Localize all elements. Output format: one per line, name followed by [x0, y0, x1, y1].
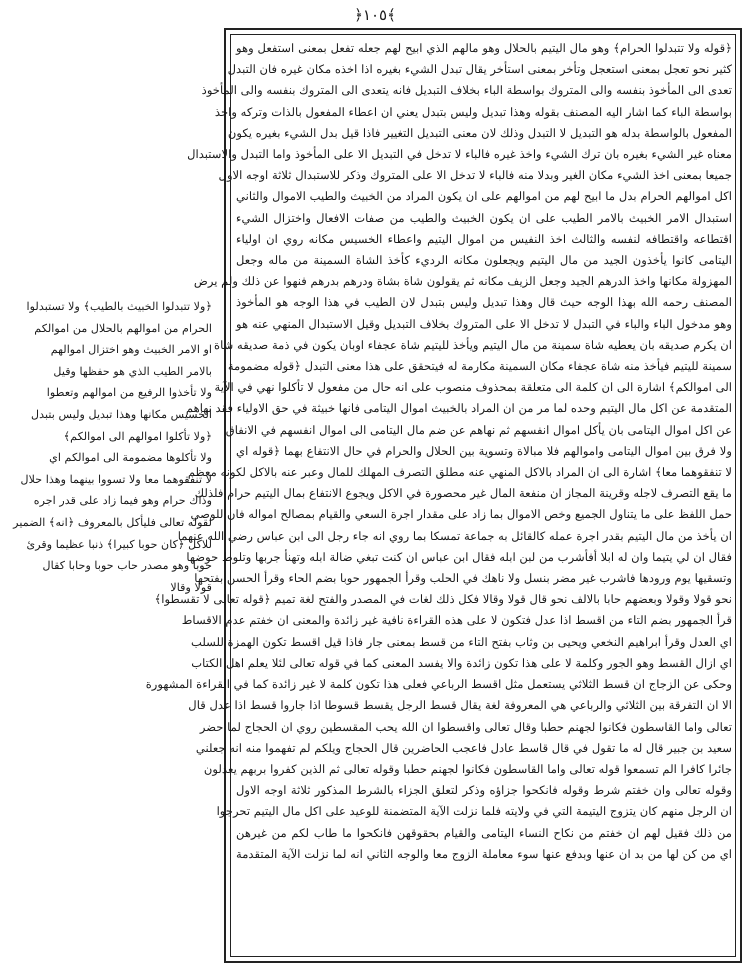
main-text-line: اي العدل وقرأ ابراهيم النخعي ويحيى بن وثاب بفتح التاء من قسط بمعنى جار فاذا قيل اقسط تكون الهمزة للسلب [190, 634, 732, 649]
main-text-line: اكل اموالهم الحرام بدل ما ابيح لهم من اموالهم على ان يكون المراد من الخبيث والطيب الاموال والثاني [236, 189, 732, 204]
main-text-line: كثير نحو تعجل بمعنى استعجل وتأخر بمعنى استأخر يقال تبدل الشيء بغيره اذا اخذه مكان غيره فان التبدل [227, 62, 732, 77]
side-text-line: بالامر الطيب الذي هو حفظها وقيل [53, 364, 212, 378]
main-text-line: جائرا كافرا الم تسمعوا قوله تعالى واما القاسطون فكانوا لجهنم حطبا وقوله تعالى ثم الذين كفروا بربهم يعدلون [203, 761, 732, 776]
main-text-line: عن اكل اموال اليتامى بان يأكل اموال انفسهم ثم نهاهم عن ضم مال اليتامى الى اموال انفسهم في الانفاق [225, 422, 732, 437]
side-text-line: ﴿ولا تتبدلوا الخبيث بالطيب﴾ ولا تستبدلوا [26, 300, 212, 313]
main-text-line: وهو مدخول الباء والباء في التبدل لا تدخل الا على المتروك بخلاف التبديل وقيل الاستبدال المنهي عنه هو [236, 316, 732, 331]
side-text-line: قولا وقالا [170, 580, 212, 594]
main-text-line: ان يأخذ من مال اليتيم بقدر اجرة عمله كالقائل به جماعة تمسكا بما روي انه جاء رجل الى ابن عباس رضي الله عنهما [177, 528, 732, 543]
side-text-line: الحرام من اموالهم بالحلال من اموالكم [34, 321, 212, 335]
main-text-line: ﴿قوله ولا تتبدلوا الحرام﴾ وهو مال اليتيم بالحلال وهو مالهم الذي ابيح لهم جعله تفعل بمعنى استفعل وهو [236, 41, 732, 55]
side-text-line: او الامر الخبيث وهو اختزال اموالهم [50, 343, 212, 357]
main-text-line: وحكى عن الزجاج ان قسط الثلاثي يستعمل مثل اقسط الرباعي فعلى هذا تكون كلمة لا غير زائدة كما في القراءة المشهورة [145, 677, 732, 692]
main-text-line: اليتامى كانوا يأخذون الجيد من مال اليتيم ويجعلون مكانه الرديء كأخذ الشاة السمينة من ماله وجعل [236, 253, 732, 268]
main-text-line: اقتطاعه واقتطافه لنفسه والثالث اخذ النفيس من اموال اليتيم واعطاء الخسيس مكانه روي ان اولياء [236, 231, 732, 246]
main-text-line: فقال ان لي يتيما وان له ابلا أفأشرب من لبن ابله فقال ابن عباس ان كنت تبغي ضالة ابله وتهنأ جربها وتلوط حوضها [186, 549, 732, 564]
main-text-line: الا ان التفرقة بين الثلاثي والرباعي هي المعروفة لغة يقال قسط الرجل يقسط قسوطا اذا جاروا قسط اذا عدل قال [188, 698, 732, 713]
main-text-line: سعيد بن جبير قال له ما تقول في قال قاسط عادل فاعجب الحاضرين قال الحجاج ويلكم لم تفهموا منه انه جعلني [195, 740, 732, 755]
main-text-line: الى اموالكم﴾ اشارة الى ان كلمة الى متعلقة بمحذوف منصوب على انه حال من مفعول لا تأكلوا نهي في الآية [214, 380, 732, 395]
main-text-line: المفعول بالواسطة بدله هو التبديل لا التبدل وذلك لان معنى التبديل التغيير فاذا قيل بدل الشيء بغيره يكون [227, 125, 732, 140]
main-text-line: معناه غير الشيء بغيره بان ترك الشيء واخذ غيره فالباء لا تدخل في التبديل الا على المأخوذ واما التبدل والاستبدال [187, 147, 732, 162]
main-text-line: ولا فرق بين اموال اليتامى واموالهم فلا مبالاة وتسوية بين الحلال والحرام في حال الانتفاع بهما ﴿قوله اي [236, 443, 732, 458]
main-text-line: اي من كن لها من بد ان عنها وبدفع عنها سوء معاملة الزوج معا والوجه الثاني انه لما نزلت الآية المتقدمة [236, 846, 732, 861]
side-text-line: لا تنفقوهما معا ولا تسووا بينهما وهذا حلال [20, 472, 212, 486]
main-text-line: تعالى واما القاسطون فكانوا لجهنم حطبا وقال تعالى واقسطوا ان الله يحب المقسطين روي ان الحجاج لما حضر [199, 719, 732, 734]
side-text-line: لقوله تعالى فليأكل بالمعروف ﴿انه﴾ الضمير [13, 515, 212, 529]
side-text-line: حوبا وهو مصدر حاب حوبا وحابا كقال [42, 559, 212, 573]
main-text-frame [145, 28, 742, 963]
main-text-line: المتقدمة عن اكل مال اليتيم وحده لما مر من ان المراد بالخبيث اموال اليتامى فانها خبيثة في حق الاولياء فقد نهاهم [185, 401, 732, 416]
main-text-line: قرأ الجمهور بضم التاء من اقسط اذا عدل فتكون لا على هذه القراءة نافية غير زائدة والمعنى ان خفتم عدم الاقساط [181, 613, 732, 628]
main-commentary-text [145, 38, 732, 953]
side-text-line: للاكل ﴿كان حوبا كبيرا﴾ ذنبا عظيما وقرئ [26, 537, 212, 551]
main-text-line: اي ازال القسط وهو الجور وكلمة لا على هذا تكون زائدة والا يفسد المعنى كما في قوله تعالى لئلا يعلم اهل الكتاب [191, 655, 732, 670]
main-text-line: جميعا بمعنى اخذ الشيء مكان الغير وبدلا منه فالباء لا تدخل الا على المتروك وذكر للاستبدال ثلاثة اوجه الاول [218, 168, 732, 183]
margin-tafsir-text [6, 296, 212, 598]
side-text-line: الخسيس مكانها وهذا تبديل وليس بتبدل [31, 407, 212, 421]
main-text-line: من ذلك فقيل لهم ان خفتم من نكاح النساء اليتامى والقيام بحقوقهن فانكحوا ما طاب لكم من غيرهن [236, 825, 732, 840]
side-text-line: ولا تأخذوا الرفيع من اموالهم وتعطوا [46, 386, 212, 400]
main-text-line: وقوله تعالى وان خفتم شرط وقوله فانكحوا جزاؤه وذكر لتعلق الجزاء بالشرط المذكور ثلاثة اوجه الاول [236, 783, 732, 798]
side-text-line: ولا تأكلوها مضمومة الى اموالكم اي [49, 451, 212, 465]
main-text-line: نحو قولا وقولا وبعضهم حابا بالالف نحو قال قولا وقالا فكل ذلك لغات في المصدر والفتح لغة تميم ﴿قوله تعالى لا تقسطوا﴾ [154, 592, 732, 607]
main-text-line: وتسقيها يوم ورودها فاشرب غير مضر بنسل ولا ناهك في الحلب وقرأ الجمهور حوبا بضم الحاء وقرأ الحسن بفتحها [194, 571, 732, 586]
side-text-line: ﴿ولا تأكلوا اموالهم الى اموالكم﴾ [63, 429, 212, 443]
main-text-line: حمل اللفظ على ما يتناول الجميع وخص الاموال بما زاد على مقدار اجرة السعي والقيام بمصالح امواله فان للوصي [190, 507, 732, 522]
page-number: ﴿١٠٥﴾ [354, 6, 396, 24]
main-text-line: تعدى الى المأخوذ بنفسه والى المتروك بواسطة الباء بخلاف التبديل فانه يتعدى الى المتروك بنفسه والى المأخوذ [201, 83, 732, 98]
main-text-line: بواسطة الباء كما اشار اليه المصنف بقوله وهذا تبديل وليس بتبدل يعني ان اعطاء المفعول بالذات وتركه واخذ [214, 104, 732, 119]
main-text-line: ما يقع التصرف لاجله وقرينة المجاز ان منفعة المال غير محصورة في الاكل ويجوع الانتفاع بمال اليتيم حرام فلذلك [194, 486, 732, 501]
main-text-line: ان الرجل منهم كان يتزوج اليتيمة التي في ولايته فلما نزلت الآية المتضمنة للوعيد على اكل مال اليتيم تحرجوا [216, 804, 732, 819]
main-text-line: ان يكرم صديقه بان يعطيه شاة سمينة من مال اليتيم ويأخذ لليتيم شاة عجفاء اوبان يكون في ذمة صديقه شاة [214, 337, 732, 352]
main-text-line: استبدال الامر الخبيث بالامر الطيب على ان يكون الخبيث والطيب من صفات الافعال واختزال الشيء [236, 210, 732, 225]
main-text-line: المصنف رحمه الله بهذا الوجه حيث قال وهذا تبديل وليس بتبدل لان الطيب في هذا الوجه هو المأخوذ [236, 295, 732, 310]
side-text-line: وذاك حرام وهو فيما زاد على قدر اجره [33, 494, 212, 508]
main-text-line: سمينة لليتيم فيأخذ منه شاة عجفاء مكان السمينة مكارمة له فيتحقق على هذا معنى التبدل ﴿قوله مضمومة [227, 359, 732, 374]
main-text-line: المهزولة مكانها واخذ الدرهم الجيد وجعل الزيف مكانه ثم يقولون شاة بشاة ودرهم بدرهم فنهوا عن ذلك ولم يرض [193, 274, 732, 289]
main-text-line: لا تنفقوهما معا﴾ اشارة الى ان المراد بالاكل المنهي عنه مطلق التصرف المهلك للمال وعبر عنه بالاكل لكونه معظم [187, 465, 732, 480]
